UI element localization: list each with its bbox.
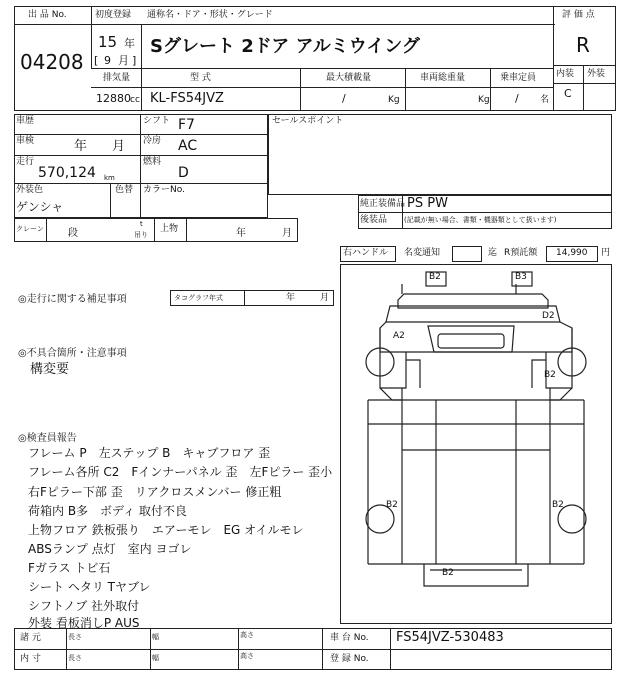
first-reg-label: 初度登録 xyxy=(95,10,132,20)
model-code: KL-FS54JVZ xyxy=(150,91,224,106)
crane-suspend-label: 吊り xyxy=(134,231,148,239)
max-load-value: / xyxy=(342,92,346,105)
truck-outline xyxy=(340,264,612,624)
gvw-unit: Kg xyxy=(478,95,490,105)
mark-b2-bottom: B2 xyxy=(442,568,454,578)
reg-year-unit: 年 xyxy=(124,37,135,50)
displacement-value: 12880 xyxy=(96,92,131,105)
aftermarket-label: 後装品 xyxy=(360,215,388,225)
mark-b3-top-right: B3 xyxy=(515,272,527,282)
mark-b2-left-rear: B2 xyxy=(386,500,398,510)
crane-stage-unit: 段 xyxy=(68,228,78,239)
lot-no-label: 出 品 No. xyxy=(28,10,67,20)
report-line: フレーム P 左ステップ B キャブフロア 歪 xyxy=(28,446,271,460)
crane-label: クレーン xyxy=(16,225,44,233)
tacho-month-unit: 月 xyxy=(320,293,330,303)
score-label: 評 価 点 xyxy=(562,10,595,20)
height-label: 高さ xyxy=(240,631,254,639)
name-label: 通称名・ドア・形状・グレード xyxy=(147,10,273,20)
upper-month-unit: 月 xyxy=(282,228,292,239)
mark-b2-top-left: B2 xyxy=(429,272,441,282)
displacement-label: 排気量 xyxy=(103,73,131,83)
dims-label: 諸 元 xyxy=(20,633,41,643)
report-line: 荷箱内 B多 ボディ 取付不良 xyxy=(28,504,187,518)
model-name: Sグレート 2ドア アルミウイング xyxy=(150,36,420,57)
tacho-year-unit: 年 xyxy=(286,293,296,303)
width-label: 幅 xyxy=(152,633,159,641)
report-line: 上物フロア 鉄板張り エアーモレ EG オイルモレ xyxy=(28,523,304,537)
mark-a2: A2 xyxy=(393,331,405,341)
capacity-label: 乗車定員 xyxy=(500,73,537,83)
upper-label: 上物 xyxy=(160,224,179,234)
equipment-value: PS PW xyxy=(407,196,448,211)
interior-grade: C xyxy=(564,87,572,100)
capacity-value: / xyxy=(515,92,519,105)
inspector-label: ◎検査員報告 xyxy=(18,433,77,444)
displacement-unit: cc xyxy=(130,95,140,105)
reg-year: 15 xyxy=(98,33,118,51)
report-line: シフトノブ 社外取付 xyxy=(28,599,140,613)
upper-year-unit: 年 xyxy=(236,228,246,239)
capacity-unit: 名 xyxy=(540,95,550,105)
defects-label: ◎不具合箇所・注意事項 xyxy=(18,348,127,359)
report-line: Fガラス トビ石 xyxy=(28,561,111,575)
color-value: ゲンシャ xyxy=(16,200,64,214)
history-label: 車歴 xyxy=(16,116,35,126)
inspection-year-unit: 年 xyxy=(74,139,88,154)
mark-d2: D2 xyxy=(542,311,555,321)
type-label: 型 式 xyxy=(190,73,211,83)
report-line: シート ヘタリ Tヤブレ xyxy=(28,580,151,594)
color-label: 外装色 xyxy=(16,185,44,195)
score: R xyxy=(576,33,590,57)
report-line: 右Fピラー下部 歪 リアクロスメンバー 修正粗 xyxy=(28,485,282,499)
chassis-number: FS54JVZ-530483 xyxy=(396,630,504,645)
ac-value: AC xyxy=(178,138,198,154)
interior-label: 内装 xyxy=(556,69,575,79)
defects-text: 構変要 xyxy=(30,362,70,377)
reg-month-bracket: [ xyxy=(94,54,99,67)
r-label: R預託額 xyxy=(504,248,538,258)
r-unit: 円 xyxy=(601,248,611,258)
exterior-label: 外装 xyxy=(587,69,606,79)
mileage-value: 570,124 xyxy=(38,165,96,181)
mark-b2-right-rear: B2 xyxy=(552,500,564,510)
max-load-unit: Kg xyxy=(388,95,400,105)
steering: 右ハンドル xyxy=(343,248,389,258)
reg-month-bracket-close: ] xyxy=(132,54,137,67)
shift-value: F7 xyxy=(178,117,195,133)
color-code-label: 色替 xyxy=(115,185,134,195)
reg-label: 登 録 No. xyxy=(330,654,369,664)
reg-month: 9 xyxy=(104,54,111,67)
aftermarket-note: (記載が無い場合、書類・機器類として扱います) xyxy=(404,216,557,224)
length-label: 長さ xyxy=(68,633,82,641)
color-no-label: カラーNo. xyxy=(143,185,185,195)
width-label-2: 幅 xyxy=(152,654,159,662)
report-line: 外装 看板消しP AUS xyxy=(28,616,140,630)
report-line: ABSランプ 点灯 室内 ヨゴレ xyxy=(28,542,192,556)
gvw-label: 車両総重量 xyxy=(420,73,466,83)
height-label-2: 高さ xyxy=(240,652,254,660)
equipment-label: 純正装備品 xyxy=(360,199,406,209)
r-amount: 14,990 xyxy=(556,248,588,258)
driving-note-label: ◎走行に関する補足事項 xyxy=(18,294,127,305)
mark-b2-right-front: B2 xyxy=(544,370,556,380)
inspection-label: 車検 xyxy=(16,136,35,146)
selling-points-label: セールスポイント xyxy=(272,116,344,126)
mileage-unit: km xyxy=(104,174,115,182)
crane-ton-unit: t xyxy=(140,220,143,228)
fuel-label: 燃料 xyxy=(143,157,162,167)
tachograph-label: タコグラフ年式 xyxy=(174,294,223,302)
mileage-label: 走行 xyxy=(16,157,35,167)
ac-label: 冷房 xyxy=(143,136,162,146)
fuel-value: D xyxy=(178,165,189,181)
reg-month-unit: 月 xyxy=(118,54,129,67)
lot-number: 04208 xyxy=(20,50,84,74)
shift-label: シフト xyxy=(143,116,171,126)
interior-dims-label: 内 寸 xyxy=(20,654,41,664)
deadline-label: 迄 xyxy=(488,248,498,258)
max-load-label: 最大積載量 xyxy=(326,73,372,83)
name-change-label: 名変通知 xyxy=(404,248,441,258)
inspection-month-unit: 月 xyxy=(112,139,126,154)
chassis-label: 車 台 No. xyxy=(330,633,369,643)
length-label-2: 長さ xyxy=(68,654,82,662)
report-line: フレーム各所 C2 Fインナーパネル 歪 左Fピラー 歪小 xyxy=(28,465,333,479)
